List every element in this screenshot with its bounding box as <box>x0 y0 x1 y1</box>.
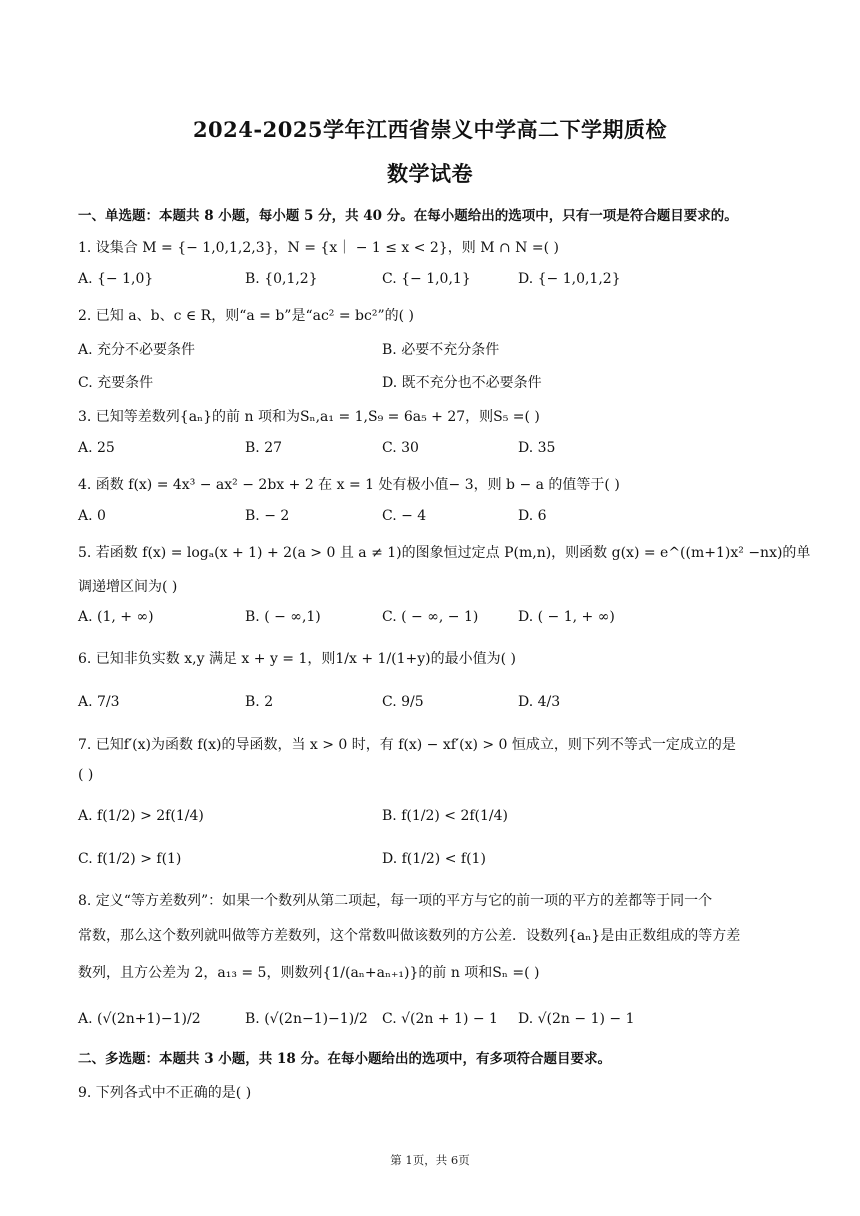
question-5-option-c: C. ( − ∞, − 1) <box>382 609 479 625</box>
question-8-option-b: B. (√(2n−1)−1)/2 <box>245 1011 368 1027</box>
question-6-option-a: A. 7/3 <box>78 694 120 710</box>
question-8-stem-line-2: 常数，那么这个数列就叫做等方差数列，这个常数叫做该数列的方公差．设数列{aₙ}是由正数组成的等方差 <box>78 928 741 944</box>
question-3-option-b: B. 27 <box>245 440 283 456</box>
section-2-heading: 二、多选题：本题共 3 小题，共 18 分。在每小题给出的选项中，有多项符合题目要求。 <box>78 1051 611 1067</box>
page-footer: 第 1页，共 6页 <box>390 1153 470 1167</box>
question-6-option-b: B. 2 <box>245 694 274 710</box>
question-5-stem-line-2: 调递增区间为( ) <box>78 579 178 595</box>
exam-title: 2024-2025学年江西省崇义中学高二下学期质检 <box>192 117 668 142</box>
question-5-option-b: B. ( − ∞,1) <box>245 609 321 625</box>
section-1-heading: 一、单选题：本题共 8 小题，每小题 5 分，共 40 分。在每小题给出的选项中，只有一项是符合题目要求的。 <box>78 208 738 224</box>
question-5-option-d: D. ( − 1, + ∞) <box>518 609 615 625</box>
question-6-option-d: D. 4/3 <box>518 694 561 710</box>
question-1-option-b: B. {0,1,2} <box>245 271 318 287</box>
question-8-stem-line-3: 数列，且方公差为 2，a₁₃ = 5，则数列{1/(aₙ+aₙ₊₁)}的前 n 项和Sₙ =( ) <box>78 965 540 981</box>
question-4-option-d: D. 6 <box>518 508 547 524</box>
question-3-option-d: D. 35 <box>518 440 556 456</box>
question-4-option-c: C. − 4 <box>382 508 427 524</box>
question-2-option-d: D. 既不充分也不必要条件 <box>382 375 542 391</box>
question-4-option-a: A. 0 <box>78 508 106 524</box>
question-5-stem-line-1: 5. 若函数 f(x) = logₐ(x + 1) + 2(a > 0 且 a ≠ 1)的图象恒过定点 P(m,n)，则函数 g(x) = e^((m+1)x² −nx)的单 <box>78 545 811 561</box>
question-2-option-c: C. 充要条件 <box>78 375 154 391</box>
question-7-option-b: B. f(1/2) < 2f(1/4) <box>382 808 508 824</box>
question-7-option-a: A. f(1/2) > 2f(1/4) <box>78 808 204 824</box>
question-1-stem: 1. 设集合 M = {− 1,0,1,2,3}，N = {x｜ − 1 ≤ x < 2}，则 M ∩ N =( ) <box>78 240 559 256</box>
question-3-option-a: A. 25 <box>78 440 115 456</box>
question-1-option-a: A. {− 1,0} <box>78 271 154 287</box>
question-1-option-d: D. {− 1,0,1,2} <box>518 271 621 287</box>
question-6-stem: 6. 已知非负实数 x,y 满足 x + y = 1，则1/x + 1/(1+y)的最小值为( ) <box>78 651 517 667</box>
question-2-option-a: A. 充分不必要条件 <box>78 342 196 358</box>
question-5-option-a: A. (1, + ∞) <box>78 609 154 625</box>
question-3-option-c: C. 30 <box>382 440 419 456</box>
question-8-option-c: C. √(2n + 1) − 1 <box>382 1011 498 1027</box>
question-7-option-d: D. f(1/2) < f(1) <box>382 851 486 867</box>
question-2-option-b: B. 必要不充分条件 <box>382 342 500 358</box>
question-2-stem: 2. 已知 a、b、c ∈ R，则“a = b”是“ac² = bc²”的( ) <box>78 308 414 324</box>
question-8-stem-line-1: 8. 定义“等方差数列”：如果一个数列从第二项起，每一项的平方与它的前一项的平方的差都等于同一个 <box>78 893 713 909</box>
question-7-option-c: C. f(1/2) > f(1) <box>78 851 182 867</box>
question-7-stem-line-1: 7. 已知f′(x)为函数 f(x)的导函数，当 x > 0 时，有 f(x) − xf′(x) > 0 恒成立，则下列不等式一定成立的是 <box>78 737 736 753</box>
question-4-option-b: B. − 2 <box>245 508 290 524</box>
question-8-option-d: D. √(2n − 1) − 1 <box>518 1011 635 1027</box>
question-4-stem: 4. 函数 f(x) = 4x³ − ax² − 2bx + 2 在 x = 1 处有极小值− 3，则 b − a 的值等于( ) <box>78 477 620 493</box>
exam-subtitle: 数学试卷 <box>387 161 473 186</box>
question-8-option-a: A. (√(2n+1)−1)/2 <box>78 1011 201 1027</box>
question-6-option-c: C. 9/5 <box>382 694 424 710</box>
question-9-stem: 9. 下列各式中不正确的是( ) <box>78 1085 252 1101</box>
question-1-option-c: C. {− 1,0,1} <box>382 271 471 287</box>
question-7-stem-line-2: ( ) <box>78 767 94 783</box>
question-3-stem: 3. 已知等差数列{aₙ}的前 n 项和为Sₙ,a₁ = 1,S₉ = 6a₅ + 27，则S₅ =( ) <box>78 409 540 425</box>
